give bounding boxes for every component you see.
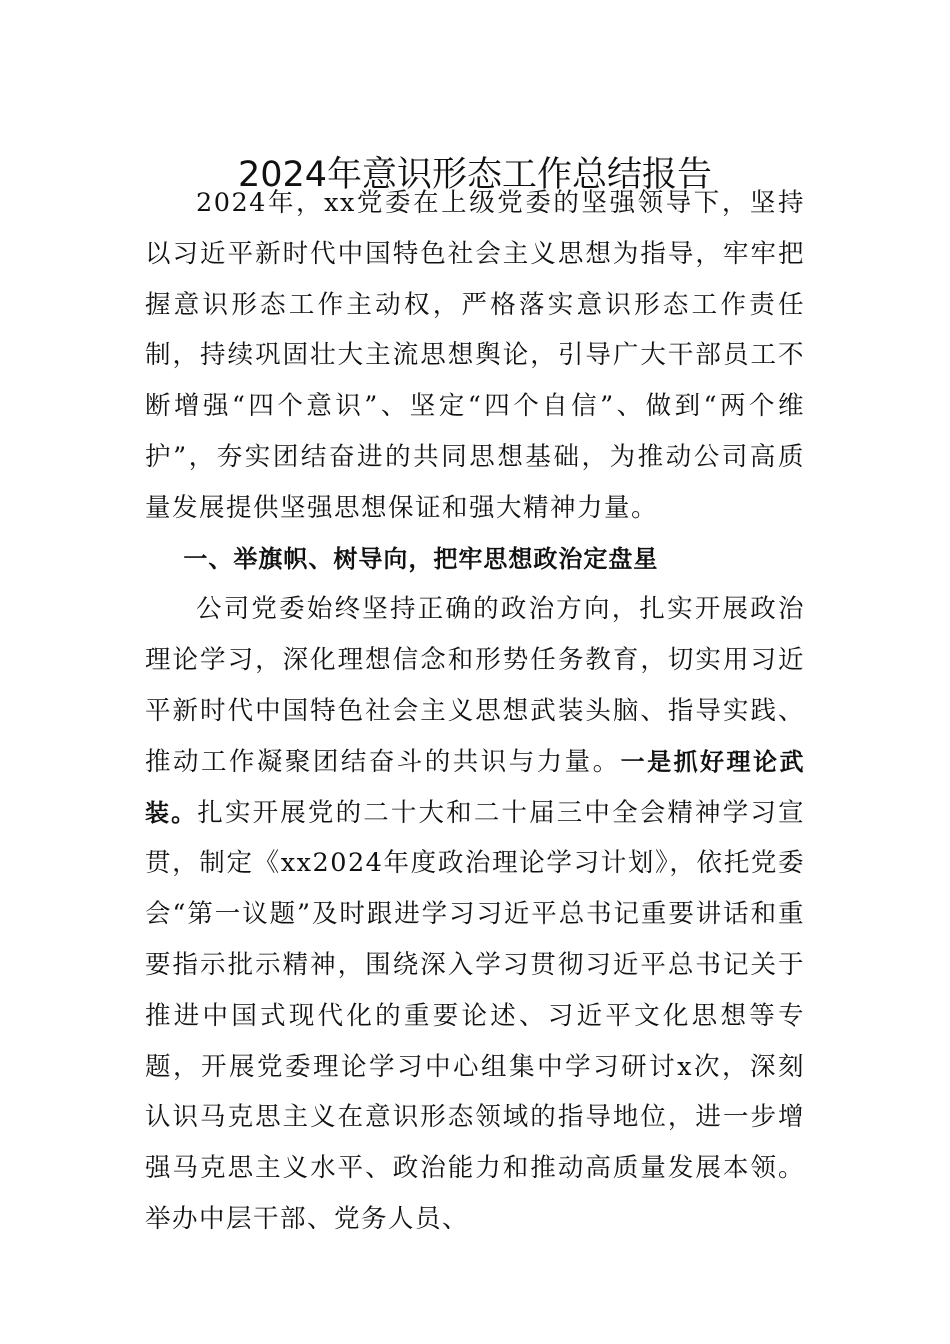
section-heading-1: 一、举旗帜、树导向，把牢思想政治定盘星 [183,544,659,573]
bold-lead-phrase: 一是抓好理论武装。 [145,747,805,827]
document-title: 2024年意识形态工作总结报告 [237,155,713,196]
paragraph-text-part-1: 公司党委始终坚持正确的政治方向，扎实开展政治理论学习，深化理想信念和形势任务教育，切实用习近平新时代中国特色社会主义思想武装头脑、指导实践、推动工作凝聚团结奋斗的共识与力量。 [145,594,805,777]
document-body [145,178,805,1245]
section-1-paragraph [145,584,805,1244]
paragraph-text-part-2: 扎实开展党的二十大和二十届三中全会精神学习宣贯，制定《xx2024年度政治理论学习计划》，依托党委会“第一议题”及时跟进学习习近平总书记重要讲话和重要指示批示精神，围绕深入学习贯彻习近平总书记关于推进中国式现代化的重要论述、习近平文化思想等专题，开展党委理论学习中心组集中学习研讨x次，深刻认识马克思主义在意识形态领域的指导地位，进一步增强马克思主义水平、政治能力和推动高质量发展本领。举办中层干部、党务人员、 [145,797,805,1234]
intro-paragraph: 2024年，xx党委在上级党委的坚强领导下，坚持以习近平新时代中国特色社会主义思想为指导，牢牢把握意识形态工作主动权，严格落实意识形态工作责任制，持续巩固壮大主流思想舆论，引导广大干部员工不断增强“四个意识”、坚定“四个自信”、做到“两个维护”，夯实团结奋进的共同思想基础，为推动公司高质量发展提供坚强思想保证和强大精神力量。 [145,188,805,523]
